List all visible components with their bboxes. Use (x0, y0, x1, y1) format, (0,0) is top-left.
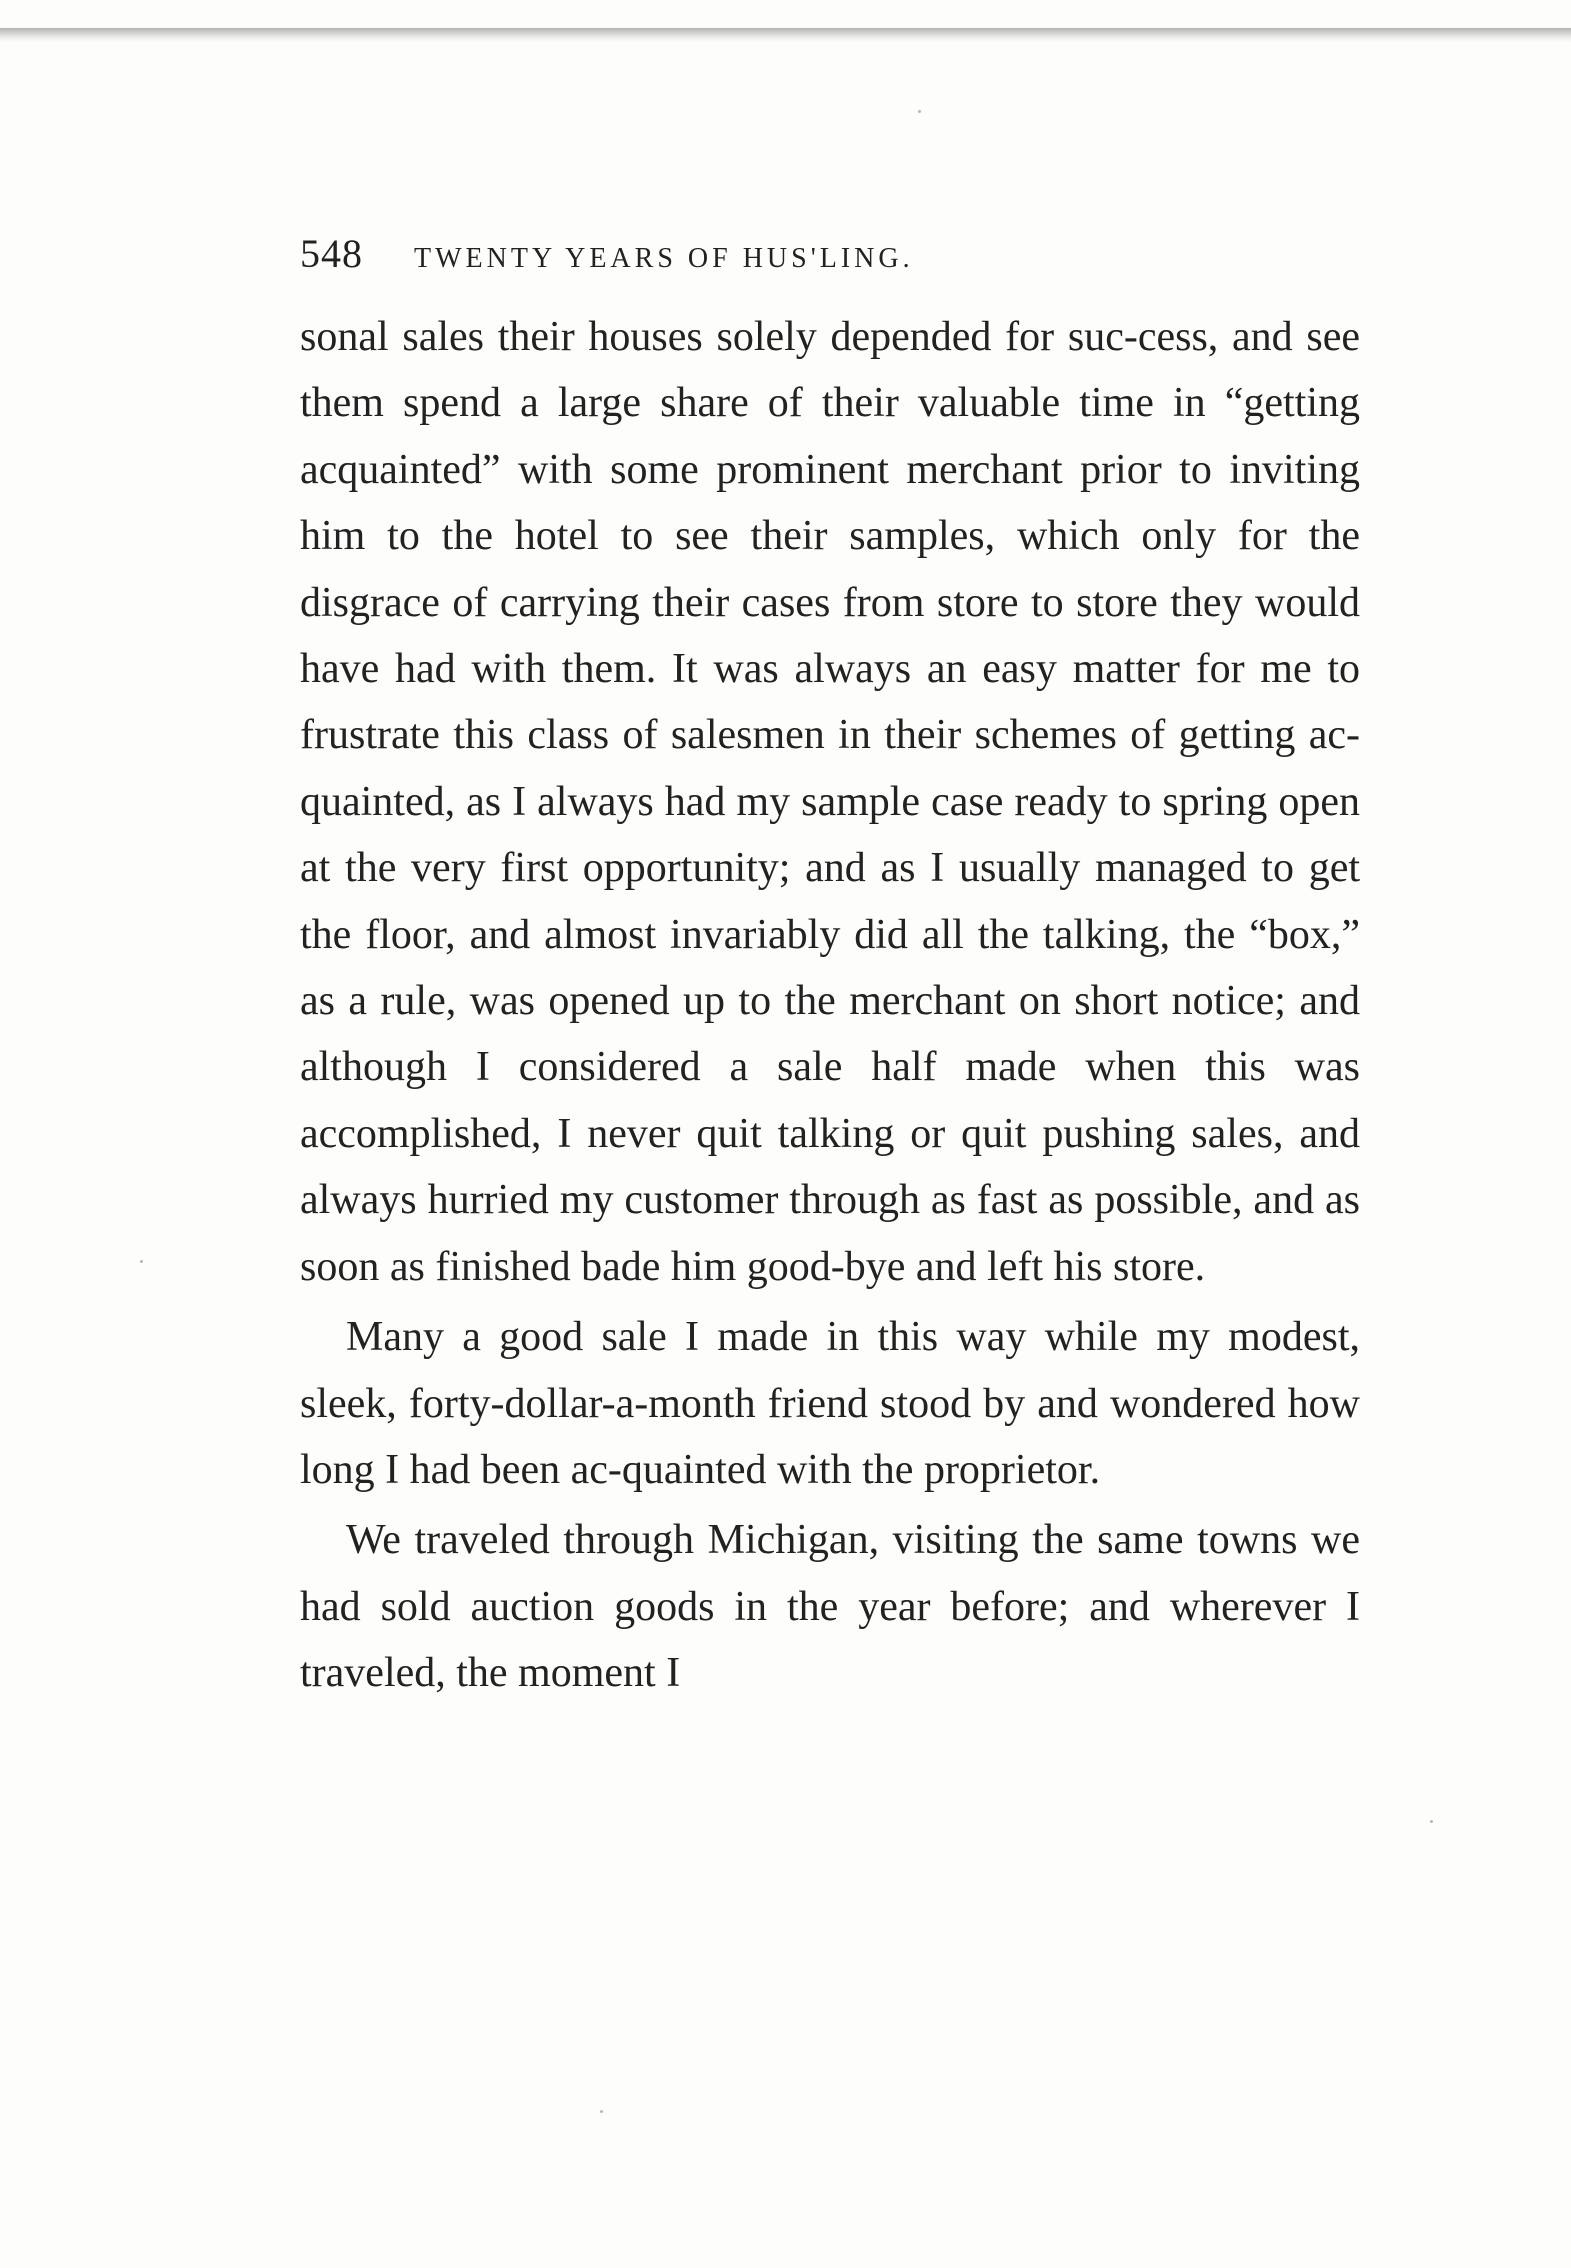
page-number: 548 (300, 231, 363, 276)
running-title: TWENTY YEARS OF HUS'LING. (414, 243, 914, 274)
running-head (300, 230, 1360, 290)
paper-speck (600, 2110, 603, 2113)
paragraph: sonal sales their houses solely depended for suc-cess, and see them spend a large share of their valuable time in “getting acquainted” with some prominent merchant prior to inviting him to the hotel to see their samples, which only for the disgrace of carrying their cases from store to store they would have had with them. It was always an easy matter for me to frustrate this class of salesmen in their schemes of getting ac-quainted, as I always had my sample case ready to spring open at the very first opportunity; and as I usually managed to get the floor, and almost invariably did all the talking, the “box,” as a rule, was opened up to the merchant on short notice; and although I considered a sale half made when this was accomplished, I never quit talking or quit pushing sales, and always hurried my customer through as fast as possible, and as soon as finished bade him good-bye and left his store. (300, 314, 1360, 1290)
page-top-edge (0, 28, 1571, 42)
paper-speck (918, 110, 921, 113)
paper-speck (1430, 1820, 1433, 1823)
book-page (300, 230, 1360, 1707)
paper-speck (140, 1260, 143, 1263)
paragraph: We traveled through Michigan, visiting the same towns we had sold auction goods in the year before; and wherever I traveled, the moment I (300, 1517, 1360, 1697)
paragraph: Many a good sale I made in this way while my modest, sleek, forty-dollar-a-month friend stood by and wondered how long I had been ac-quainted with the proprietor. (300, 1314, 1360, 1493)
